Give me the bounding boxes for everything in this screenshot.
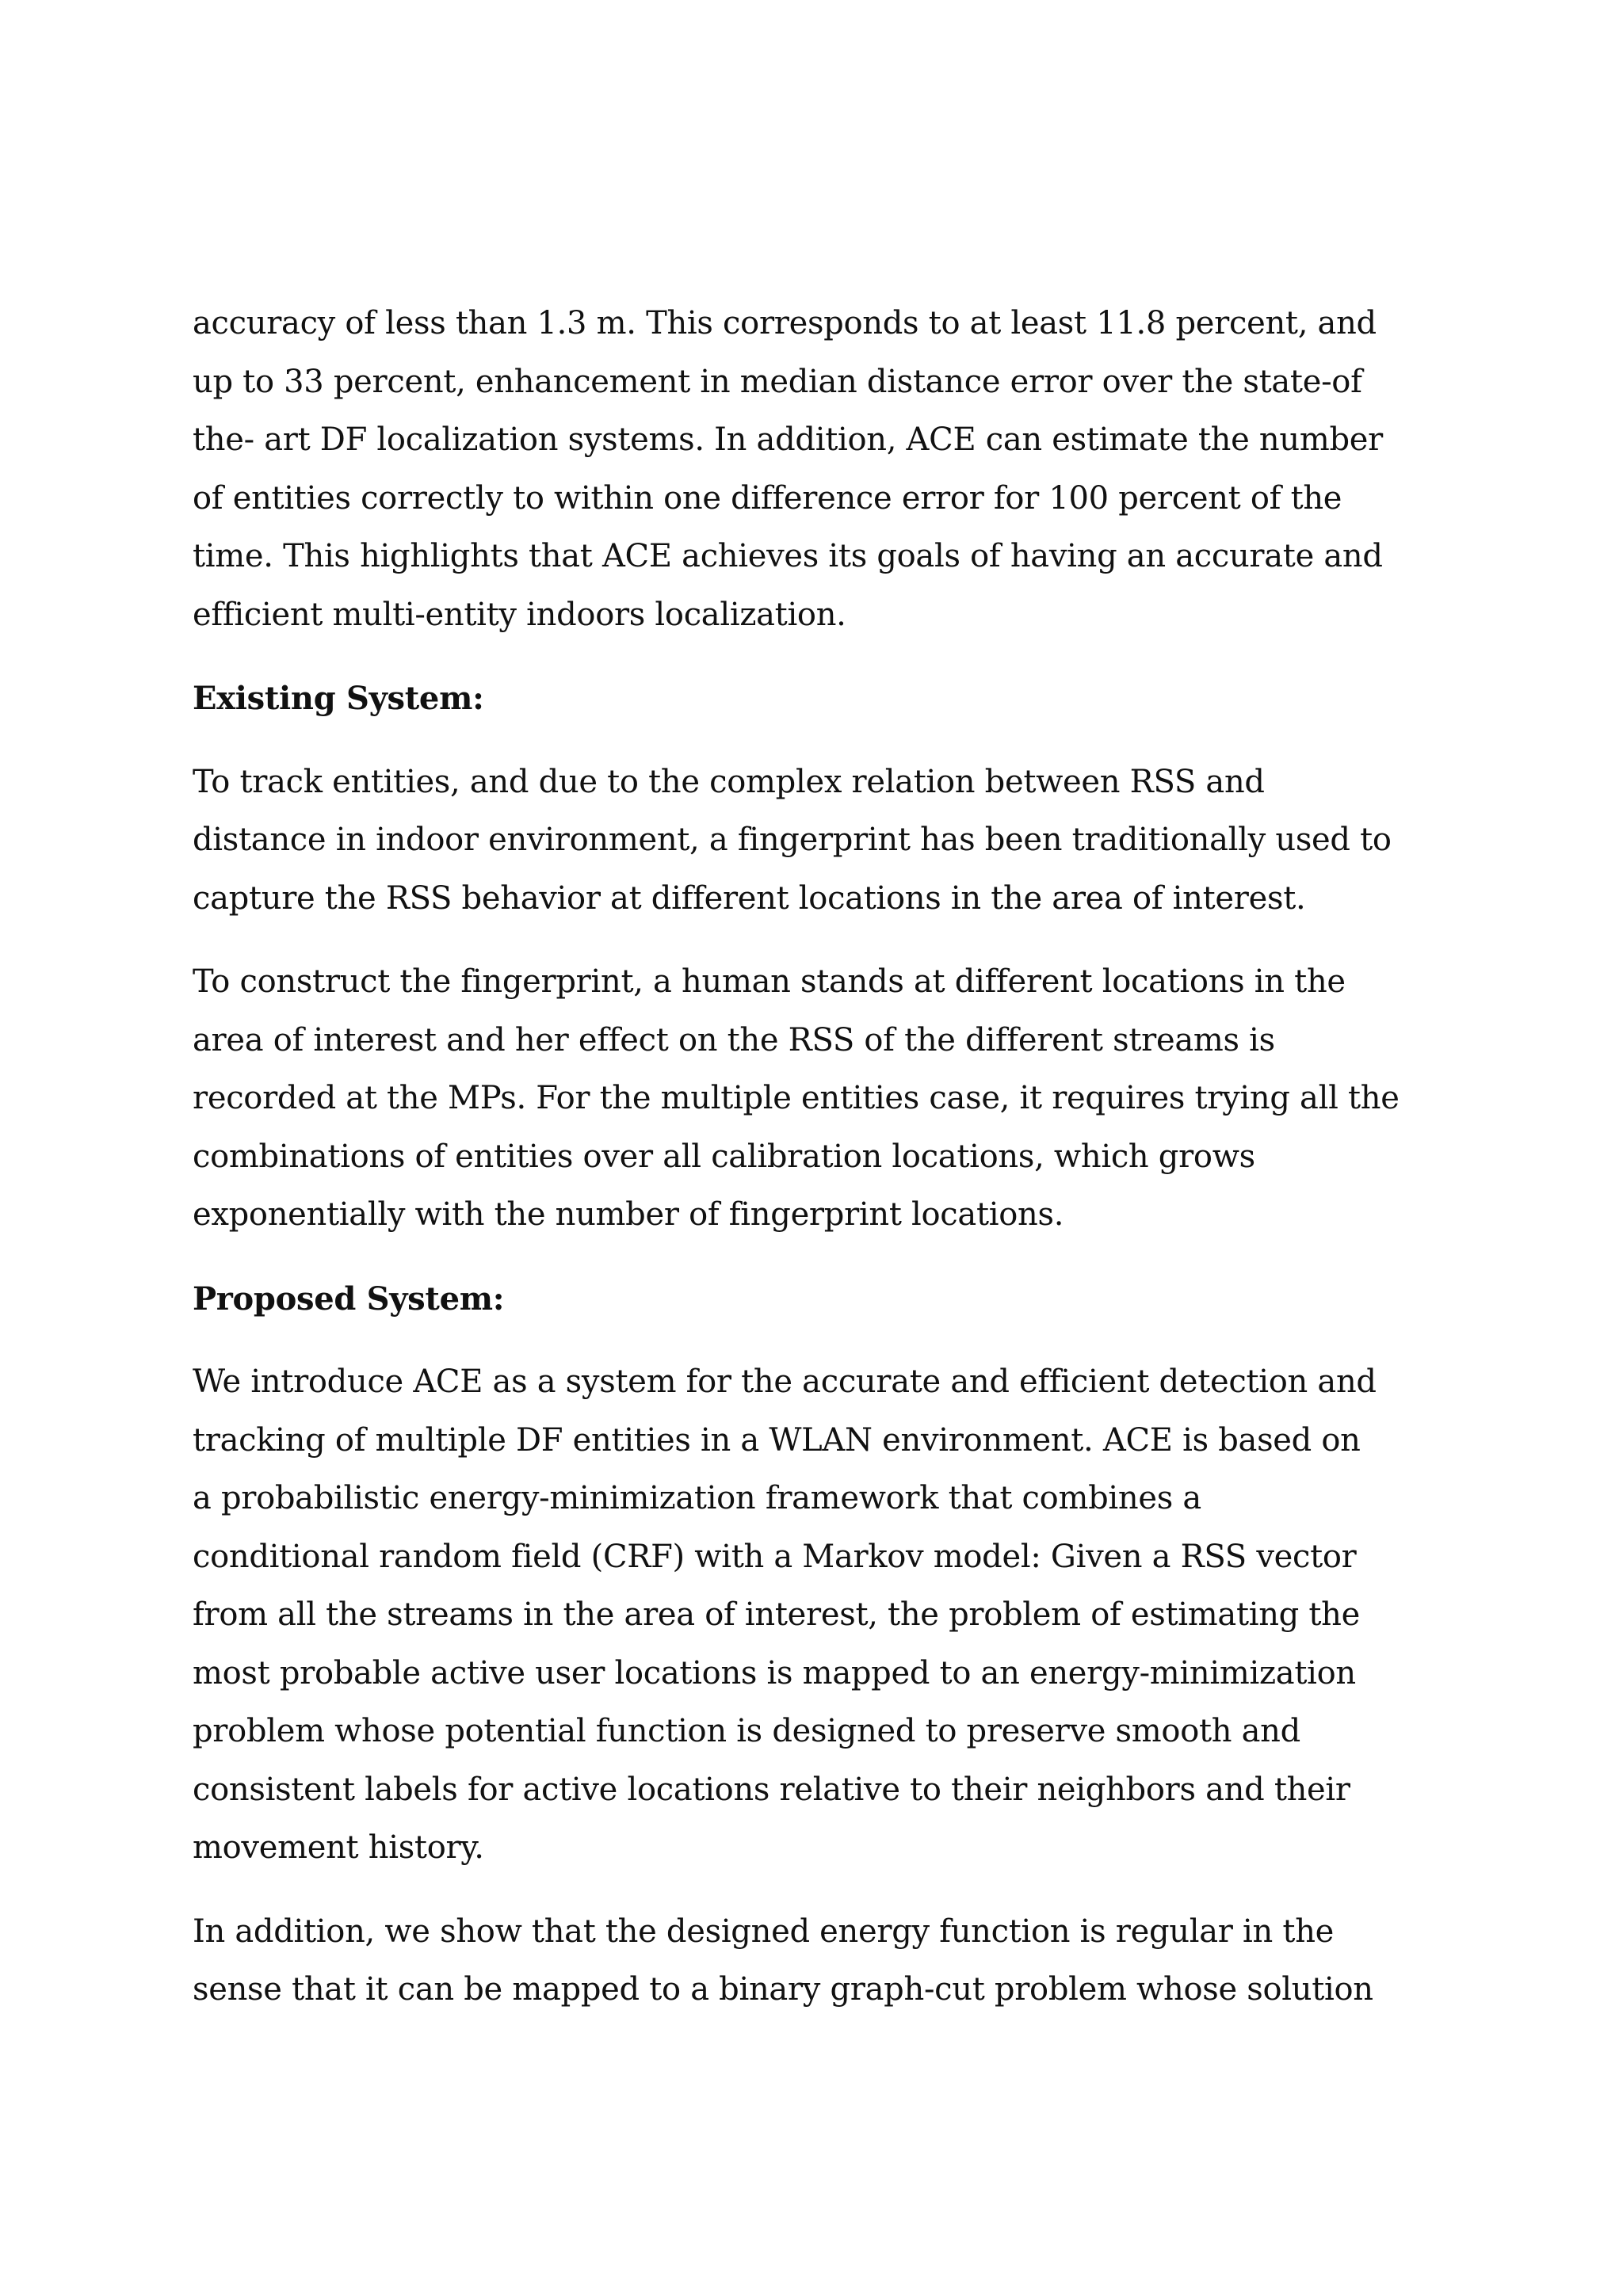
paragraph-existing-tracking [193, 753, 1461, 929]
text-line: the- art DF localization systems. In addition, ACE can estimate the number [193, 421, 1383, 458]
text-line: consistent labels for active locations relative to their neighbors and their [193, 1771, 1350, 1808]
text-line: exponentially with the number of fingerprint locations. [193, 1196, 1064, 1233]
text-line: area of interest and her effect on the RSS of the different streams is [193, 1021, 1275, 1058]
text-line: a probabilistic energy-minimization framework that combines a [193, 1480, 1201, 1516]
heading-proposed-system: Proposed System: [193, 1280, 505, 1318]
text-line: sense that it can be mapped to a binary graph-cut problem whose solution [193, 1971, 1373, 2008]
text-line: problem whose potential function is designed to preserve smooth and [193, 1713, 1300, 1749]
text-line: combinations of entities over all calibration locations, which grows [193, 1138, 1255, 1175]
text-line: distance in indoor environment, a fingerprint has been traditionally used to [193, 822, 1392, 858]
text-line: capture the RSS behavior at different locations in the area of interest. [193, 879, 1306, 917]
text-line: tracking of multiple DF entities in a WLAN environment. ACE is based on [193, 1421, 1361, 1459]
text-line: up to 33 percent, enhancement in median distance error over the state-of [193, 363, 1362, 400]
text-line: recorded at the MPs. For the multiple entities case, it requires trying all the [193, 1080, 1400, 1116]
text-line: time. This highlights that ACE achieves its goals of having an accurate and [193, 538, 1383, 574]
text-line: To construct the fingerprint, a human stands at different locations in the [193, 963, 1346, 1000]
text-line: In addition, we show that the designed energy function is regular in the [193, 1913, 1335, 1950]
text-line: accuracy of less than 1.3 m. This corresponds to at least 11.8 percent, and [193, 305, 1377, 341]
paragraph-existing-fingerprint [193, 953, 1461, 1245]
text-line: efficient multi-entity indoors localization. [193, 596, 846, 633]
paragraph-accuracy-summary [193, 295, 1461, 644]
text-line: We introduce ACE as a system for the accurate and efficient detection and [193, 1363, 1377, 1400]
heading-existing-system: Existing System: [193, 680, 484, 717]
document-body [193, 295, 1461, 2045]
text-line: from all the streams in the area of interest, the problem of estimating the [193, 1596, 1361, 1633]
text-line: movement history. [193, 1829, 484, 1866]
text-line: conditional random field (CRF) with a Markov model: Given a RSS vector [193, 1538, 1357, 1575]
text-line: To track entities, and due to the complex relation between RSS and [193, 763, 1265, 800]
text-line: of entities correctly to within one difference error for 100 percent of the [193, 479, 1342, 517]
text-line: most probable active user locations is mapped to an energy-minimization [193, 1654, 1356, 1691]
paragraph-energy-function [193, 1903, 1461, 2019]
paragraph-proposed-ace [193, 1353, 1461, 1878]
